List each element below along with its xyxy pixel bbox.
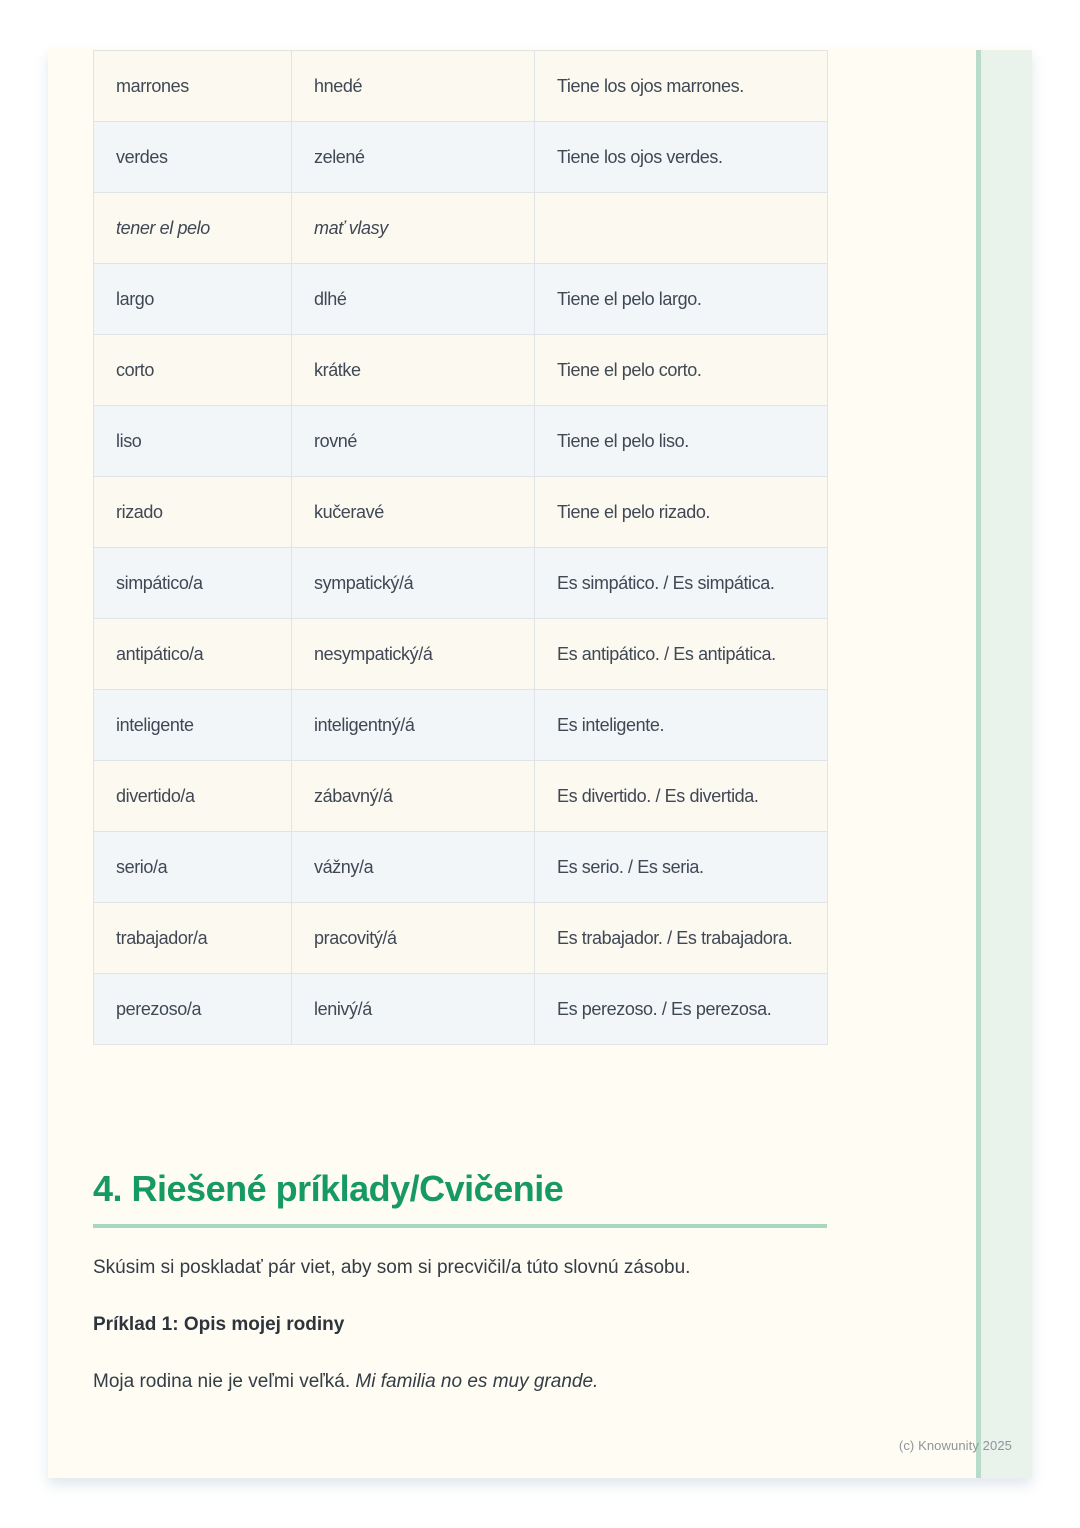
spanish-word-cell: simpático/a <box>94 548 292 619</box>
spanish-word-cell: antipático/a <box>94 619 292 690</box>
example-sentence-cell: Es divertido. / Es divertida. <box>535 761 828 832</box>
example-title: Príklad 1: Opis mojej rodiny <box>93 1314 345 1335</box>
table-row <box>94 903 828 974</box>
table-row <box>94 264 828 335</box>
table-row <box>94 619 828 690</box>
example-sentence-cell: Es trabajador. / Es trabajadora. <box>535 903 828 974</box>
table-row <box>94 406 828 477</box>
table-row <box>94 335 828 406</box>
example-sentence-cell: Tiene los ojos verdes. <box>535 122 828 193</box>
spanish-word-cell: corto <box>94 335 292 406</box>
slovak-translation-cell: dlhé <box>292 264 535 335</box>
spanish-word-cell: trabajador/a <box>94 903 292 974</box>
spanish-word-cell: divertido/a <box>94 761 292 832</box>
spanish-word-cell: liso <box>94 406 292 477</box>
vocab-table-body <box>94 51 828 1045</box>
spanish-word-cell: inteligente <box>94 690 292 761</box>
table-row <box>94 974 828 1045</box>
example-sentence-spanish: Mi familia no es muy grande. <box>355 1371 599 1392</box>
copyright-label: (c) Knowunity 2025 <box>898 1438 1012 1453</box>
table-row <box>94 122 828 193</box>
example-sentence-slovak: Moja rodina nie je veľmi veľká. <box>93 1371 356 1392</box>
table-row <box>94 832 828 903</box>
example-sentence-cell: Tiene el pelo largo. <box>535 264 828 335</box>
example-sentence-cell: Tiene el pelo rizado. <box>535 477 828 548</box>
slovak-translation-cell: inteligentný/á <box>292 690 535 761</box>
table-row <box>94 548 828 619</box>
slovak-translation-cell: krátke <box>292 335 535 406</box>
slovak-translation-cell: nesympatický/á <box>292 619 535 690</box>
slovak-translation-cell: hnedé <box>292 51 535 122</box>
table-row <box>94 193 828 264</box>
spanish-word-cell: rizado <box>94 477 292 548</box>
slovak-translation-cell: vážny/a <box>292 832 535 903</box>
right-edge-stripe <box>976 50 1032 1478</box>
slovak-translation-cell: zelené <box>292 122 535 193</box>
section-heading: 4. Riešené príklady/Cvičenie <box>93 1168 564 1209</box>
example-sentence-cell: Tiene el pelo corto. <box>535 335 828 406</box>
slovak-translation-cell: rovné <box>292 406 535 477</box>
slovak-translation-cell: sympatický/á <box>292 548 535 619</box>
spanish-word-cell: largo <box>94 264 292 335</box>
slovak-translation-cell: lenivý/á <box>292 974 535 1045</box>
example-sentence-cell <box>535 193 828 264</box>
example-sentence-cell: Es simpático. / Es simpática. <box>535 548 828 619</box>
example-sentence <box>93 1368 913 1395</box>
example-sentence-cell: Tiene el pelo liso. <box>535 406 828 477</box>
intro-paragraph: Skúsim si poskladať pár viet, aby som si precvičil/a túto slovnú zásobu. <box>93 1257 691 1278</box>
section-heading-rule <box>93 1224 827 1228</box>
table-row <box>94 51 828 122</box>
table-row <box>94 477 828 548</box>
example-sentence-cell: Es perezoso. / Es perezosa. <box>535 974 828 1045</box>
spanish-word-cell: marrones <box>94 51 292 122</box>
example-sentence-cell: Es serio. / Es seria. <box>535 832 828 903</box>
spanish-word-cell: verdes <box>94 122 292 193</box>
spanish-word-cell: perezoso/a <box>94 974 292 1045</box>
table-row <box>94 761 828 832</box>
spanish-word-cell: serio/a <box>94 832 292 903</box>
example-sentence-cell: Es inteligente. <box>535 690 828 761</box>
example-sentence-cell: Es antipático. / Es antipática. <box>535 619 828 690</box>
slovak-translation-cell: kučeravé <box>292 477 535 548</box>
slovak-translation-cell: pracovitý/á <box>292 903 535 974</box>
table-row <box>94 690 828 761</box>
slovak-translation-cell: zábavný/á <box>292 761 535 832</box>
example-sentence-cell: Tiene los ojos marrones. <box>535 51 828 122</box>
spanish-word-cell: tener el pelo <box>94 193 292 264</box>
slovak-translation-cell: mať vlasy <box>292 193 535 264</box>
vocabulary-table <box>93 50 828 1045</box>
document-page <box>48 48 1032 1478</box>
